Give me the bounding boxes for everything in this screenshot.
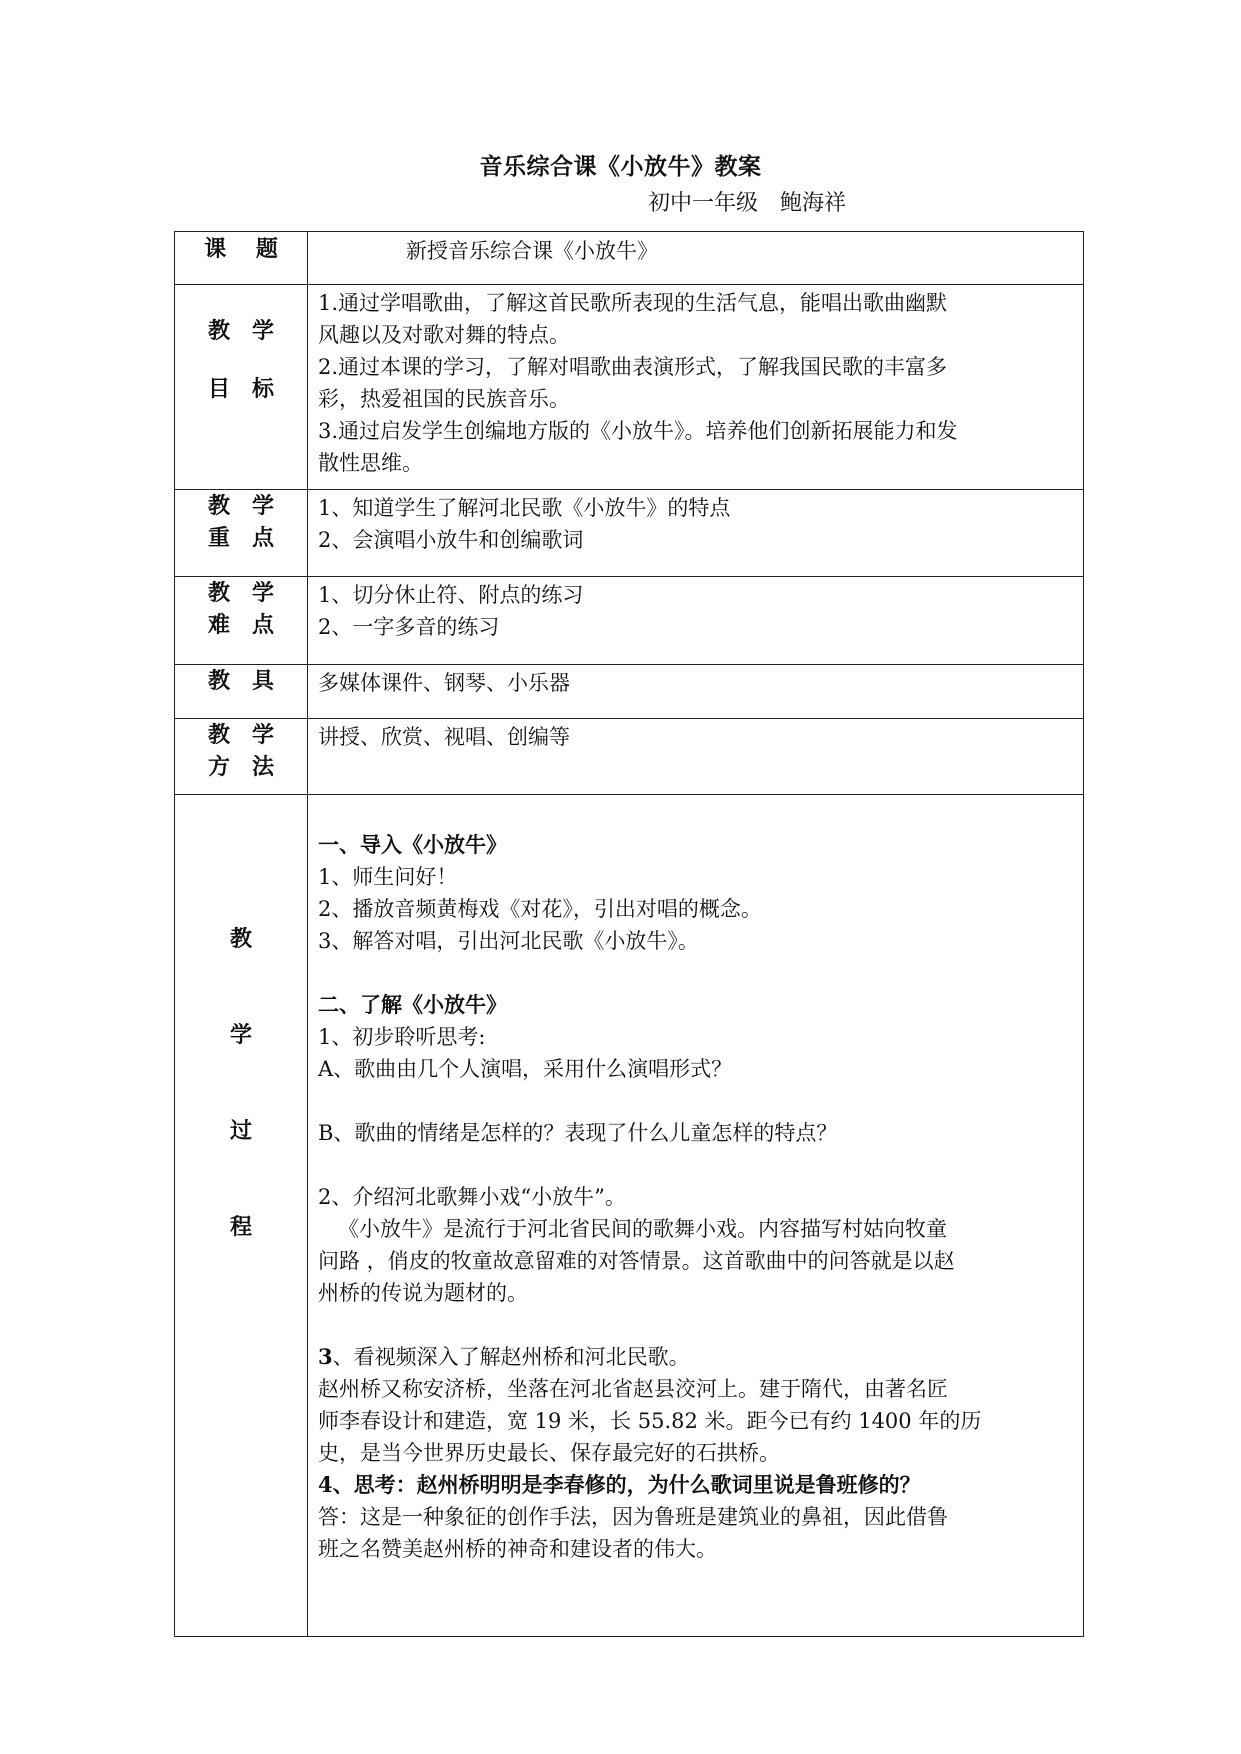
keypoints-label-2: 重 点 bbox=[207, 525, 274, 551]
row-difficulties bbox=[175, 577, 1084, 665]
point-3-heading bbox=[318, 1341, 1075, 1373]
point-3-number: 3 bbox=[318, 1344, 333, 1369]
objectives-line: 2.通过本课的学习，了解对唱歌曲表演形式，了解我国民歌的丰富多 bbox=[318, 355, 948, 379]
difficulties-label-cell bbox=[175, 577, 308, 665]
objectives-label-2: 目 标 bbox=[207, 376, 274, 402]
row-keypoints bbox=[175, 490, 1084, 577]
spacer bbox=[318, 957, 1075, 989]
topic-value-cell bbox=[308, 232, 1084, 285]
objectives-line: 3.通过启发学生创编地方版的《小放牛》。培养他们创新拓展能力和发 bbox=[318, 419, 958, 443]
spacer bbox=[318, 1309, 1075, 1341]
keypoints-label-1: 教 学 bbox=[207, 493, 274, 519]
section-1-line: 2、播放音频黄梅戏《对花》，引出对唱的概念。 bbox=[318, 897, 762, 921]
topic-label: 课 题 bbox=[204, 236, 278, 262]
tools-label-cell bbox=[175, 665, 308, 719]
row-process bbox=[175, 795, 1084, 1637]
keypoints-label-cell bbox=[175, 490, 308, 577]
process-label-char: 程 bbox=[229, 1214, 252, 1240]
point-4-question: 4、思考：赵州桥明明是李春修的，为什么歌词里说是鲁班修的？ bbox=[318, 1472, 921, 1497]
spacer bbox=[318, 1085, 1075, 1117]
process-label-cell bbox=[175, 795, 308, 1637]
point-3-text: 师李春设计和建造，宽 19 米，长 55.82 米。距今已有约 1400 年的历 bbox=[318, 1409, 982, 1433]
objectives-line: 风趣以及对歌对舞的特点。 bbox=[318, 323, 570, 347]
objectives-content bbox=[308, 285, 1084, 490]
methods-label-cell bbox=[175, 719, 308, 795]
methods-value: 讲授、欣赏、视唱、创编等 bbox=[318, 725, 570, 749]
objectives-line: 彩，热爱祖国的民族音乐。 bbox=[318, 387, 570, 411]
process-label-char: 学 bbox=[229, 1022, 252, 1048]
point-2-text: 《小放牛》是流行于河北省民间的歌舞小戏。内容描写村姑向牧童 bbox=[338, 1217, 947, 1241]
tools-content bbox=[308, 665, 1084, 719]
objectives-line: 1.通过学唱歌曲，了解这首民歌所表现的生活气息，能唱出歌曲幽默 bbox=[318, 291, 948, 315]
tools-value: 多媒体课件、钢琴、小乐器 bbox=[318, 671, 570, 695]
row-methods bbox=[175, 719, 1084, 795]
row-objectives bbox=[175, 285, 1084, 490]
point-2-text: 州桥的传说为题材的。 bbox=[318, 1281, 528, 1305]
lesson-plan-table bbox=[174, 231, 1084, 1637]
point-2-heading: 2、介绍河北歌舞小戏“小放牛”。 bbox=[318, 1185, 626, 1209]
objectives-label-cell bbox=[175, 285, 308, 490]
topic-value: 新授音乐综合课《小放牛》 bbox=[406, 239, 658, 263]
keypoints-line: 1、知道学生了解河北民歌《小放牛》的特点 bbox=[318, 496, 731, 520]
point-2-text: 问路 ，俏皮的牧童故意留难的对答情景。这首歌曲中的问答就是以赵 bbox=[318, 1249, 955, 1273]
spacer bbox=[318, 1149, 1075, 1181]
topic-label-cell bbox=[175, 232, 308, 285]
keypoints-content bbox=[308, 490, 1084, 577]
section-2-title: 二、了解《小放牛》 bbox=[318, 992, 507, 1017]
difficulties-label-1: 教 学 bbox=[207, 580, 274, 606]
document-title: 音乐综合课《小放牛》教案 bbox=[479, 153, 762, 180]
point-4-answer: 答：这是一种象征的创作手法，因为鲁班是建筑业的鼻祖，因此借鲁 bbox=[318, 1505, 948, 1529]
point-3-text: 赵州桥又称安济桥，坐落在河北省赵县洨河上。建于隋代，由著名匠 bbox=[318, 1377, 948, 1401]
difficulties-line: 2、一字多音的练习 bbox=[318, 615, 500, 639]
point-3-heading-text: 、看视频深入了解赵州桥和河北民歌。 bbox=[332, 1345, 690, 1369]
process-content bbox=[308, 795, 1084, 1637]
section-1-line: 1、师生问好！ bbox=[318, 865, 458, 889]
objectives-line: 散性思维。 bbox=[318, 451, 423, 475]
question-intro: 1、初步聆听思考: bbox=[318, 1025, 486, 1049]
tools-label: 教 具 bbox=[207, 668, 274, 694]
methods-label-1: 教 学 bbox=[207, 722, 274, 748]
question-a: A、歌曲由几个人演唱，采用什么演唱形式？ bbox=[318, 1057, 733, 1081]
point-3-text: 史，是当今世界历史最长、保存最完好的石拱桥。 bbox=[318, 1441, 780, 1465]
difficulties-label-2: 难 点 bbox=[207, 612, 274, 638]
methods-content bbox=[308, 719, 1084, 795]
section-1-title: 一、导入《小放牛》 bbox=[318, 832, 507, 857]
question-b: B、歌曲的情绪是怎样的？表现了什么儿童怎样的特点？ bbox=[318, 1121, 838, 1145]
process-label-char: 教 bbox=[229, 926, 252, 952]
process-label-char: 过 bbox=[229, 1118, 252, 1144]
row-topic bbox=[175, 232, 1084, 285]
document-subtitle: 初中一年级 鲍海祥 bbox=[648, 191, 847, 216]
difficulties-line: 1、切分休止符、附点的练习 bbox=[318, 583, 584, 607]
keypoints-line: 2、会演唱小放牛和创编歌词 bbox=[318, 528, 584, 552]
methods-label-2: 方 法 bbox=[207, 754, 274, 780]
objectives-label-1: 教 学 bbox=[207, 318, 274, 344]
section-1-line: 3、解答对唱，引出河北民歌《小放牛》。 bbox=[318, 929, 699, 953]
point-4-answer: 班之名赞美赵州桥的神奇和建设者的伟大。 bbox=[318, 1537, 717, 1561]
row-tools bbox=[175, 665, 1084, 719]
difficulties-content bbox=[308, 577, 1084, 665]
